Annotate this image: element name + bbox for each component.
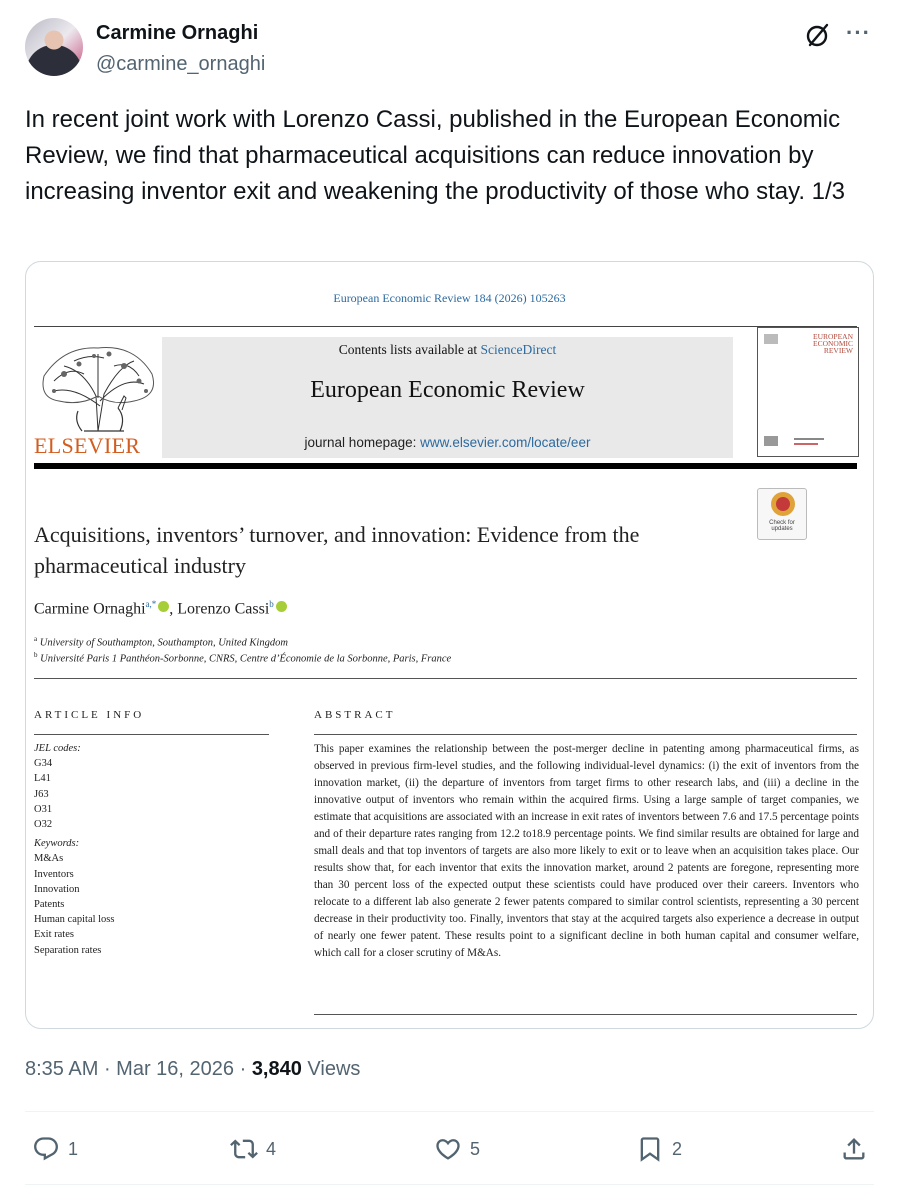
abstract-rule — [314, 734, 857, 735]
author-2: Lorenzo Cassi — [177, 600, 270, 618]
jel-label: JEL codes: — [34, 743, 81, 754]
more-icon[interactable]: ··· — [846, 20, 871, 45]
jel-code: O32 — [34, 819, 53, 831]
journal-banner — [162, 337, 733, 458]
jel-code: O31 — [34, 803, 53, 815]
keyword: Exit rates — [34, 929, 74, 941]
contents-line: Contents lists available at ScienceDirect — [338, 342, 557, 357]
jel-code: J63 — [34, 788, 49, 800]
affiliation-2: $^b$ Université Paris 1 Panthéon-Sorbonne, CNRS, Centre d’Économie de la Sorbonne, Paris, France — [34, 651, 452, 665]
section-rule — [34, 678, 857, 679]
homepage-line: journal homepage: www.elsevier.com/locate/eer — [304, 435, 591, 450]
reply-count: 1 — [68, 1138, 79, 1159]
tweet-text: In recent joint work with Lorenzo Cassi, published in the European Economic Review, we find that pharmaceutical acquisitions can reduce innovation by increasing inventor exit and weakening the productivity of those who stay. 1/3 — [25, 106, 846, 205]
article-info-rule — [34, 734, 269, 735]
cover-logo-icon — [764, 334, 778, 344]
cover-line — [794, 438, 824, 440]
tweet-date[interactable]: Mar 16, 2026 — [116, 1058, 235, 1080]
check-updates-icon — [771, 492, 795, 516]
cover-line — [794, 443, 818, 445]
tweet-meta: 8:35 AM · Mar 16, 2026 · 3,840 Views — [25, 1058, 361, 1080]
keyword: Inventors — [34, 868, 74, 880]
affiliation-1: $^a$ University of Southampton, Southampton, United Kingdom — [34, 635, 288, 649]
tweet-time[interactable]: 8:35 AM — [25, 1058, 99, 1080]
paper-citation: European Economic Review 184 (2026) 105263 — [333, 291, 566, 305]
jel-code: L41 — [34, 773, 51, 785]
views-count: 3,840 — [251, 1058, 302, 1080]
journal-cover — [757, 327, 859, 457]
like-button[interactable] — [434, 1134, 480, 1164]
grok-icon[interactable] — [805, 22, 831, 48]
keyword: Separation rates — [34, 944, 102, 956]
orcid-icon — [158, 601, 169, 612]
abstract-heading: ABSTRACT — [314, 709, 396, 721]
abstract-bottom-rule — [314, 1014, 857, 1015]
article-info-heading: ARTICLE INFO — [34, 709, 145, 721]
paper-authors: Carmine Ornaghi$^{a,*}$ , Lorenzo Cassi$^b$ — [34, 599, 287, 618]
author-handle[interactable]: @carmine_ornaghi — [96, 53, 266, 75]
bookmark-button[interactable] — [636, 1134, 682, 1164]
paper-top-rule — [34, 326, 857, 327]
keywords-label: Keywords: — [34, 838, 80, 850]
share-icon — [840, 1135, 868, 1163]
keyword: M&As — [34, 853, 64, 865]
publisher-name: ELSEVIER — [34, 433, 141, 458]
share-button[interactable] — [840, 1134, 876, 1164]
reply-icon — [32, 1135, 60, 1163]
paper-title: Acquisitions, inventors’ turnover, and innovation: Evidence from the pharmaceutical industry — [34, 522, 640, 578]
bookmark-icon — [636, 1135, 664, 1163]
orcid-icon — [276, 601, 287, 612]
cover-emblem-icon — [764, 436, 778, 446]
jel-code: G34 — [34, 758, 53, 770]
paper-image[interactable] — [25, 261, 874, 1029]
author-name[interactable]: Carmine Ornaghi — [96, 22, 259, 44]
cover-title: EUROPEAN ECONOMIC REVIEW — [812, 332, 853, 355]
like-count: 5 — [470, 1138, 481, 1159]
homepage-link[interactable]: www.elsevier.com/locate/eer — [420, 435, 591, 450]
check-for-updates-badge[interactable] — [757, 488, 807, 540]
keyword: Human capital loss — [34, 914, 115, 926]
like-icon — [434, 1135, 462, 1163]
abstract-text: This paper examines the relationship between the post-merger decline in patenting among pharmaceutical firms, as observed in previous firm-level studies, and the following individual-level dynamics: (i) the exit of inventors from the innovation market, (ii) the departure of inventors from target firms to other research labs, and (iii) a decline in the innovative output of inventors who remain within the acquired firms. Using a large sample of target companies, we estimate that acquisitions are associated with an increase in exit rates of inventors between 7.6 and 17.5 percentage points and of their departure rates ranging from 12.2 to18.9 percentage points. We find similar results are obtained for large and small deals and that top inventors of targets are also more likely to exit or to leave when an acquisition takes place. Our results show that, for each inventor that exits the innovation market, around 2 patents are foregone, representing more than 30 percent loss of the expected output these scientists could have produced over their careers. Inventors who relocate to a different lab also generate 2 fewer patents compared to similar control scientists, representing a 30 percent decrease in their productivity too. Finally, inventors that stay at the acquired targets also experience a decrease in output of nearly one fewer patent. These results point to a significant decline in both human capital and consumer welfare, which call for a closer scrutiny of M&As. — [314, 743, 859, 959]
divider — [25, 1111, 874, 1112]
author-1: Carmine Ornaghi — [34, 600, 146, 618]
bookmark-count: 2 — [672, 1138, 683, 1159]
repost-icon — [230, 1135, 258, 1163]
keyword: Patents — [34, 899, 65, 911]
check-updates-label: Check for updates — [769, 520, 795, 532]
keyword: Innovation — [34, 883, 80, 895]
header-thick-rule — [34, 463, 857, 469]
reply-button[interactable] — [32, 1134, 78, 1164]
author-avatar[interactable] — [25, 18, 83, 76]
repost-count: 4 — [266, 1138, 277, 1159]
sciencedirect-link[interactable]: ScienceDirect — [480, 342, 557, 357]
article-info — [34, 741, 269, 958]
journal-name: European Economic Review — [310, 377, 585, 403]
repost-button[interactable] — [230, 1134, 276, 1164]
views-label: Views — [301, 1058, 361, 1080]
